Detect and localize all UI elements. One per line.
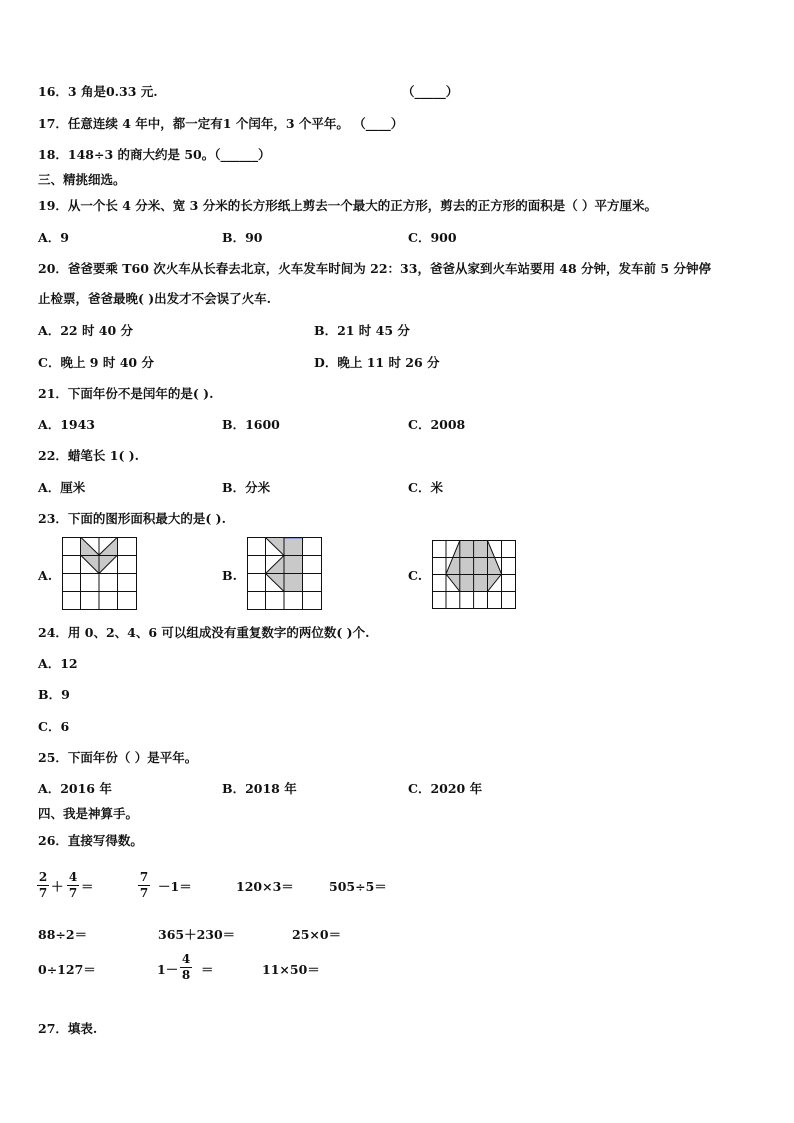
q26-expression-25x0: 25×0＝: [292, 927, 342, 942]
q26-expression-0d127: 0÷127＝: [38, 962, 96, 977]
q17-text: 17．任意连续 4 年中，都一定有1 个闰年，3 个平年。 （____）: [38, 116, 404, 131]
fraction-numerator: 4: [181, 952, 191, 966]
q26-expression-120x3: 120×3＝: [236, 879, 294, 894]
q26-expression-11x50: 11×50＝: [262, 962, 320, 977]
q21-option-b[interactable]: B．1600: [222, 417, 280, 432]
q26-expression-365p230: 365＋230＝: [158, 927, 236, 942]
q19-option-a[interactable]: A．9: [38, 230, 69, 245]
fraction-denominator: 8: [181, 968, 191, 982]
q16-answer-blank[interactable]: （_____）: [402, 84, 459, 99]
q24-option-a[interactable]: A．12: [38, 656, 78, 671]
q19-option-b[interactable]: B．90: [222, 230, 263, 245]
q18-text: 18．148÷3 的商大约是 50。（______）: [38, 147, 271, 162]
fraction-denominator: 7: [139, 886, 149, 900]
q23-figure-a: [62, 537, 138, 611]
q24-option-b[interactable]: B．9: [38, 687, 70, 702]
q21-stem: 21．下面年份不是闰年的是( ).: [38, 386, 214, 401]
q26-stem: 26．直接写得数。: [38, 833, 143, 848]
q20-option-d[interactable]: D．晚上 11 时 26 分: [314, 355, 440, 370]
q22-option-a[interactable]: A．厘米: [38, 480, 86, 495]
q20-option-c[interactable]: C．晚上 9 时 40 分: [38, 355, 154, 370]
q20-option-a[interactable]: A．22 时 40 分: [38, 323, 134, 338]
q27-stem: 27．填表.: [38, 1021, 98, 1036]
q23-figure-c: [432, 540, 516, 610]
q20-stem-line2: 止检票，爸爸最晚( )出发才不会误了火车.: [38, 291, 272, 306]
fraction-numerator: 7: [139, 870, 149, 884]
q22-option-c[interactable]: C．米: [408, 480, 443, 495]
q23-option-c[interactable]: C.: [408, 568, 423, 583]
q21-option-a[interactable]: A．1943: [38, 417, 95, 432]
equals-sign: ＝: [81, 879, 94, 894]
q26-expression-88d2: 88÷2＝: [38, 927, 88, 942]
q26-expression-minus-1: －1＝: [158, 879, 192, 894]
q25-option-b[interactable]: B．2018 年: [222, 781, 297, 796]
q23-stem: 23．下面的图形面积最大的是( ).: [38, 511, 226, 526]
fraction-numerator: 4: [68, 870, 78, 884]
q21-option-c[interactable]: C．2008: [408, 417, 466, 432]
q26-fraction-7-7: [138, 871, 150, 900]
q24-option-c[interactable]: C．6: [38, 719, 70, 734]
q24-stem: 24．用 0、2、4、6 可以组成没有重复数字的两位数( )个.: [38, 625, 370, 640]
q25-stem: 25．下面年份（ ）是平年。: [38, 750, 198, 765]
q26-fraction-4-7: [67, 871, 79, 900]
q25-option-a[interactable]: A．2016 年: [38, 781, 112, 796]
q20-option-b[interactable]: B．21 时 45 分: [314, 323, 410, 338]
q22-stem: 22．蜡笔长 1( ).: [38, 448, 139, 463]
q26-expression-505d5: 505÷5＝: [329, 879, 387, 894]
fraction-denominator: 7: [68, 886, 78, 900]
q26-fraction-2-7: [37, 871, 49, 900]
q26-fraction-4-8: [180, 953, 192, 982]
q16-text: 16．3 角是0.33 元.: [38, 84, 158, 99]
equals-sign: ＝: [201, 962, 214, 977]
q19-option-c[interactable]: C．900: [408, 230, 457, 245]
plus-sign: ＋: [51, 879, 64, 894]
section-3-heading: 三、精挑细选。: [38, 172, 126, 187]
q19-stem: 19．从一个长 4 分米、宽 3 分米的长方形纸上剪去一个最大的正方形，剪去的正方形的面积是（ ）平方厘米。: [38, 198, 658, 213]
q23-option-b[interactable]: B.: [222, 568, 237, 583]
q23-figure-b: [247, 537, 323, 611]
section-4-heading: 四、我是神算手。: [38, 806, 139, 821]
q20-stem-line1: 20．爸爸要乘 T60 次火车从长春去北京，火车发车时间为 22：33，爸爸从家到火车站要用 48 分钟，发车前 5 分钟停: [38, 261, 711, 276]
q26-expression-one-minus: 1－: [157, 962, 179, 977]
fraction-denominator: 7: [38, 886, 48, 900]
fraction-numerator: 2: [38, 870, 48, 884]
q23-option-a[interactable]: A.: [38, 568, 53, 583]
q25-option-c[interactable]: C．2020 年: [408, 781, 483, 796]
q22-option-b[interactable]: B．分米: [222, 480, 271, 495]
